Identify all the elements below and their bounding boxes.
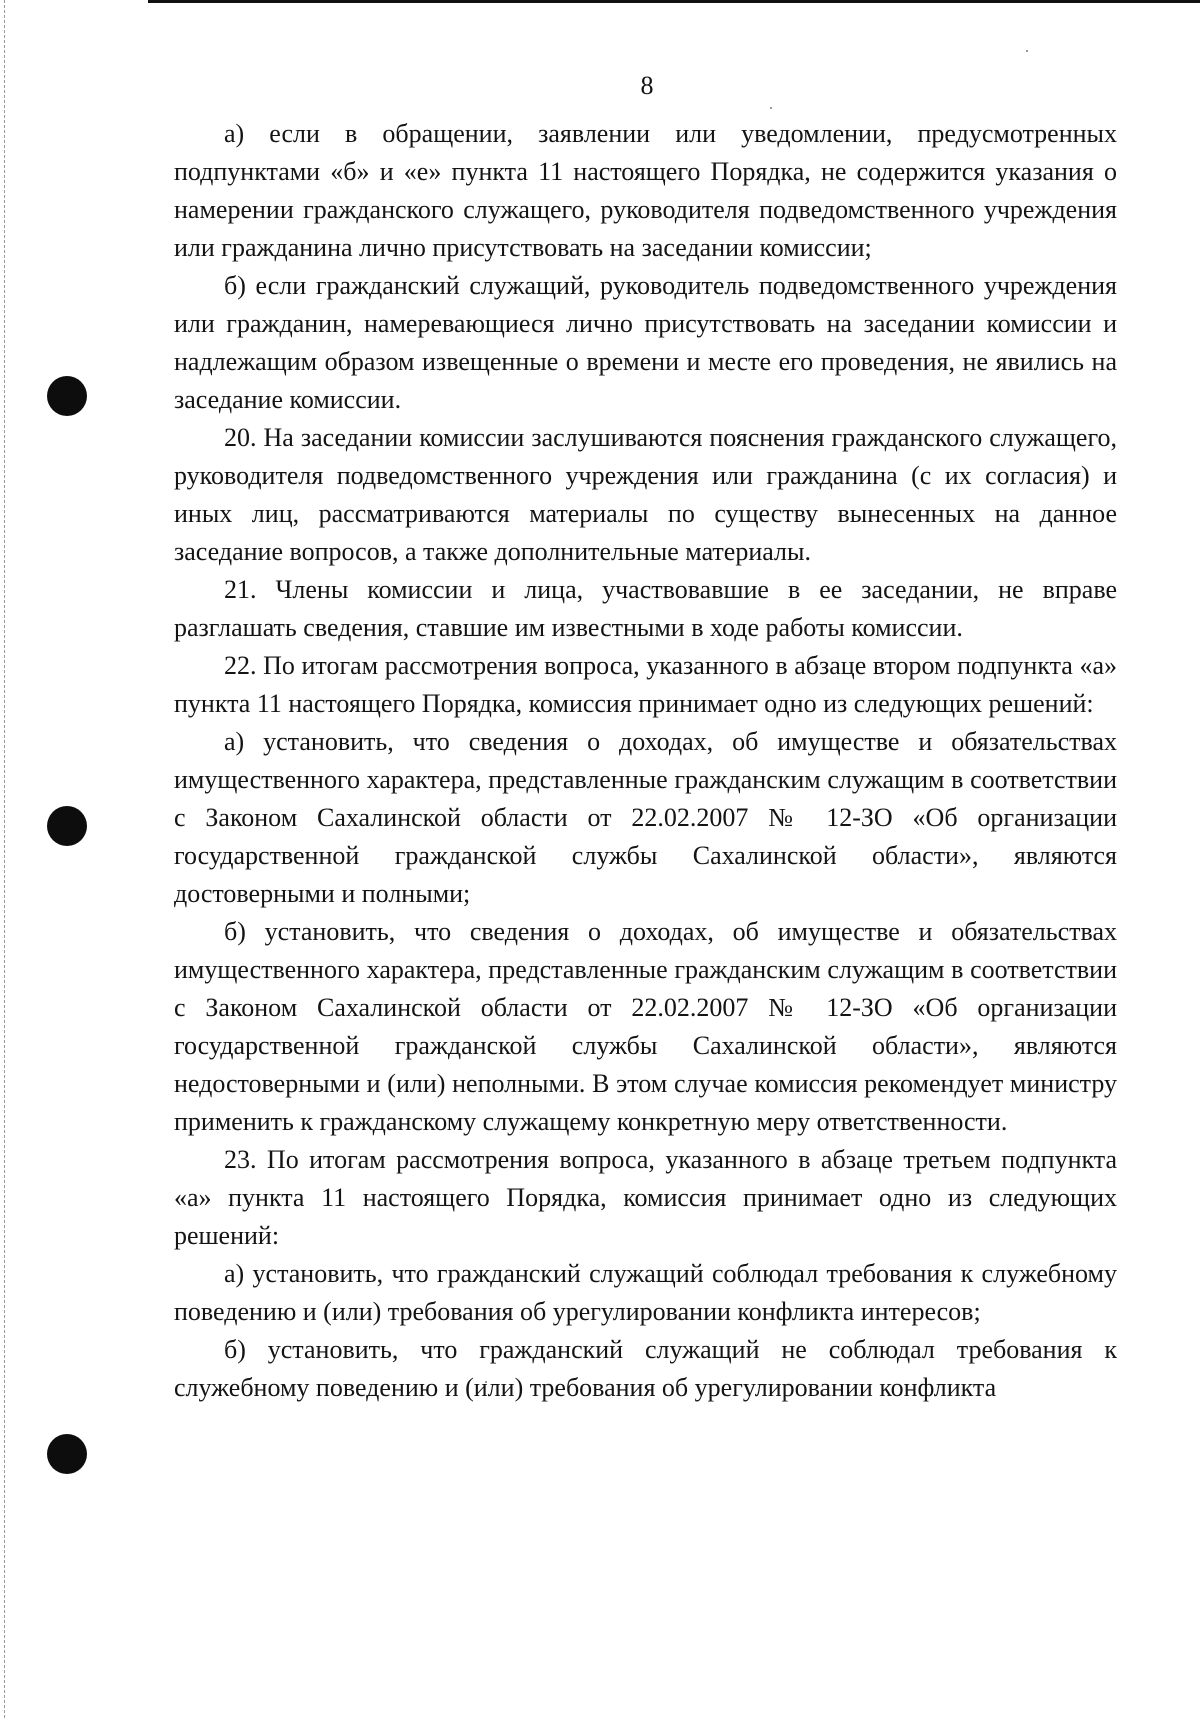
punch-hole-mark (47, 806, 87, 846)
top-border-line (148, 0, 1200, 3)
punch-hole-mark (47, 376, 87, 416)
scan-speck (1026, 50, 1028, 52)
paragraph-19a: а) если в обращении, заявлении или уведомлении, предусмотренных подпунктами «б» и «е» пункта 11 настоящего Порядка, не содержится указания о намерении гражданского служащего, руководителя подведомственного учреждения или гражданина лично присутствовать на заседании комиссии; (174, 119, 1117, 262)
paragraph-19b: б) если гражданский служащий, руководитель подведомственного учреждения или гражданин, намеревающиеся лично присутствовать на заседании комиссии и надлежащим образом извещенные о времени и месте его проведения, не явились на заседание комиссии. (174, 271, 1117, 414)
paragraph-23a: а) установить, что гражданский служащий соблюдал требования к служебному поведению и (или) требования об урегулировании конфликта интересов; (174, 1259, 1117, 1326)
paragraph-22a: а) установить, что сведения о доходах, об имуществе и обязательствах имущественного характера, представленные гражданским служащим в соответствии с Законом Сахалинской области от 22.02.2007 № 12-ЗО «Об организации государственной гражданской службы Сахалинской области», являются достоверными и полными; (174, 727, 1117, 908)
scan-speck (770, 107, 772, 109)
left-scan-edge (4, 0, 5, 1718)
paragraph-23b: б) установить, что гражданский служащий не соблюдал требования к служебному поведению и (или) требования об урегулировании конфликта (174, 1335, 1117, 1402)
paragraph-21: 21. Члены комиссии и лица, участвовавшие в ее заседании, не вправе разглашать сведения, ставшие им известными в ходе работы комиссии. (174, 575, 1117, 642)
paragraph-20: 20. На заседании комиссии заслушиваются пояснения гражданского служащего, руководителя подведомственного учреждения или гражданина (с их согласия) и иных лиц, рассматриваются материалы по существу вынесенных на данное заседание вопросов, а также дополнительные материалы. (174, 423, 1117, 566)
paragraph-23: 23. По итогам рассмотрения вопроса, указанного в абзаце третьем подпункта «а» пункта 11 настоящего Порядка, комиссия принимает одно из следующих решений: (174, 1145, 1117, 1250)
paragraph-22b: б) установить, что сведения о доходах, об имуществе и обязательствах имущественного характера, представленные гражданским служащим в соответствии с Законом Сахалинской области от 22.02.2007 № 12-ЗО «Об организации государственной гражданской службы Сахалинской области», являются недостоверными и (или) неполными. В этом случае комиссия рекомендует министру применить к гражданскому служащему конкретную меру ответственности. (174, 917, 1117, 1136)
punch-hole-mark (47, 1434, 87, 1474)
paragraph-22: 22. По итогам рассмотрения вопроса, указанного в абзаце втором подпункта «а» пункта 11 настоящего Порядка, комиссия принимает одно из следующих решений: (174, 651, 1117, 718)
document-body (174, 115, 1117, 1407)
page-number: 8 (640, 71, 654, 100)
